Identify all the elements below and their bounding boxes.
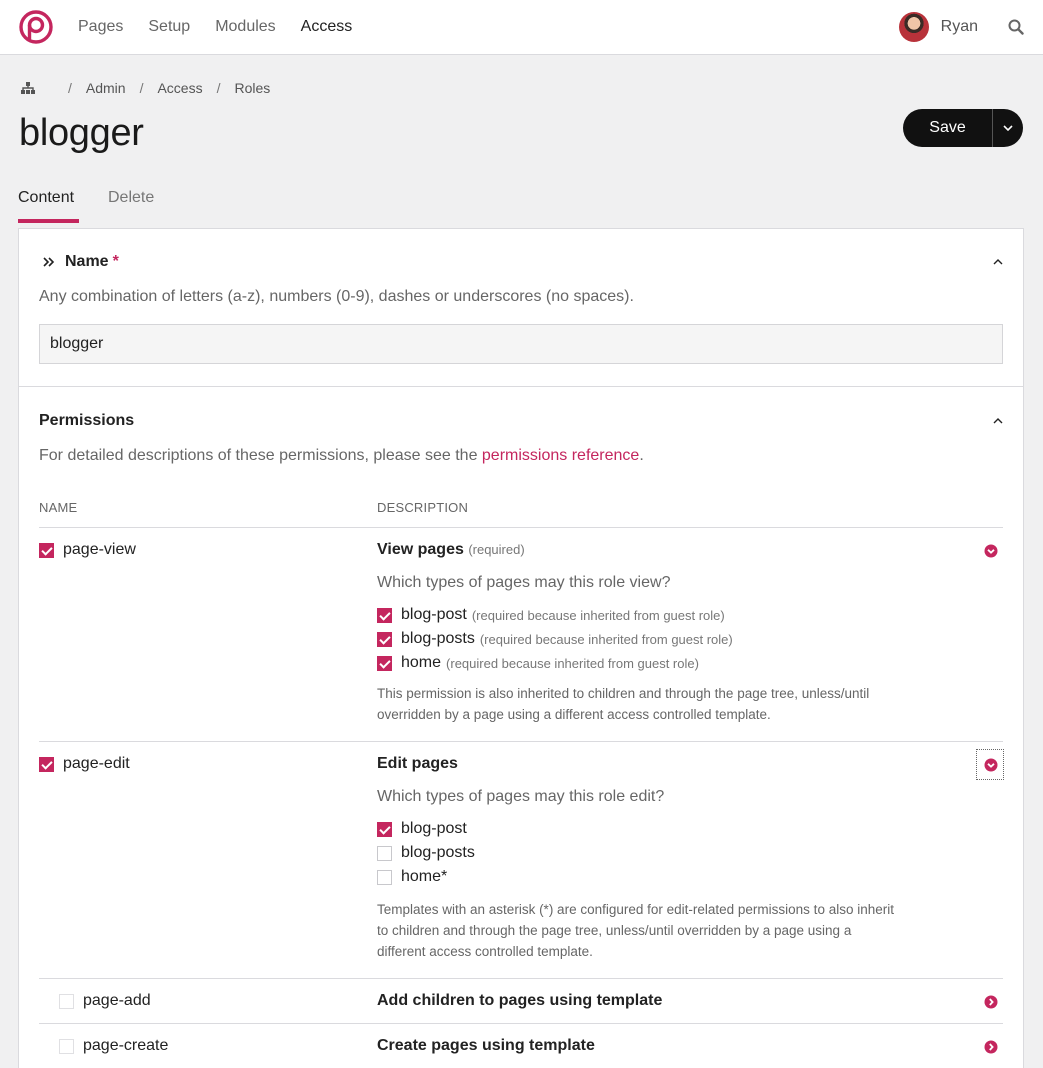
tabs xyxy=(18,189,183,223)
permissions-description-suffix: . xyxy=(639,447,644,464)
avatar[interactable] xyxy=(899,12,929,42)
template-note: (required because inherited from guest role) xyxy=(446,655,699,671)
user-name[interactable]: Ryan xyxy=(940,18,978,35)
divider xyxy=(39,978,1003,979)
save-button-group xyxy=(903,109,1023,147)
expand-chevron-down-circle-icon[interactable] xyxy=(984,544,998,558)
template-option[interactable] xyxy=(377,868,447,886)
template-note: (required because inherited from guest role) xyxy=(471,607,725,623)
required-marker: * xyxy=(112,253,119,270)
save-button[interactable]: Save xyxy=(903,109,992,147)
note-line: This permission is also inherited to children and through the page tree, unless/until xyxy=(377,686,870,701)
nav-setup[interactable]: Setup xyxy=(148,18,191,35)
template-name: blog-posts xyxy=(401,844,475,861)
name-section xyxy=(19,229,1023,387)
content-panel xyxy=(18,228,1024,1068)
permission-name: page-edit xyxy=(63,755,130,772)
collapse-permissions-chevron-up-icon[interactable] xyxy=(993,418,1003,424)
breadcrumb-separator: / xyxy=(216,80,221,96)
permission-note xyxy=(377,683,967,725)
nav-pages[interactable]: Pages xyxy=(78,18,124,35)
template-option[interactable] xyxy=(377,654,699,672)
processwire-logo[interactable] xyxy=(19,10,53,44)
permission-row-page-edit[interactable] xyxy=(39,755,130,773)
template-option[interactable] xyxy=(377,820,467,838)
breadcrumb-access[interactable]: Access xyxy=(157,80,203,96)
breadcrumb-roles[interactable]: Roles xyxy=(234,80,271,96)
permissions-reference-link[interactable]: permissions reference xyxy=(481,447,640,464)
permission-name: page-view xyxy=(63,541,136,558)
page-title: blogger xyxy=(19,112,144,154)
permission-question: Which types of pages may this role view? xyxy=(377,574,671,591)
permission-title: Edit pages xyxy=(377,755,458,772)
nav-modules[interactable]: Modules xyxy=(215,18,276,35)
template-name: blog-posts xyxy=(401,630,475,647)
column-header-description[interactable]: DESCRIPTION xyxy=(377,500,469,515)
page-create-checkbox[interactable] xyxy=(59,1039,74,1054)
top-bar xyxy=(0,0,1043,55)
template-checkbox[interactable] xyxy=(377,822,392,837)
template-name: blog-post xyxy=(401,820,467,837)
permission-title: Add children to pages using template xyxy=(377,992,663,1009)
expand-chevron-down-circle-icon[interactable] xyxy=(984,758,998,772)
permission-name: page-add xyxy=(83,992,151,1009)
expand-chevron-right-circle-icon[interactable] xyxy=(984,995,998,1009)
permissions-section xyxy=(19,388,1023,1068)
column-header-name[interactable]: NAME xyxy=(39,500,78,515)
name-field-description: Any combination of letters (a-z), numbers (0-9), dashes or underscores (no spaces). xyxy=(39,288,634,305)
permission-question: Which types of pages may this role edit? xyxy=(377,788,665,805)
name-input[interactable] xyxy=(39,324,1003,364)
breadcrumb-separator: / xyxy=(68,80,72,96)
template-option[interactable] xyxy=(377,606,725,624)
permissions-label: Permissions xyxy=(39,412,135,429)
tab-delete[interactable]: Delete xyxy=(108,189,155,206)
note-line: to children and through the page tree, unless/until overridden by a page using a xyxy=(377,923,852,938)
template-checkbox[interactable] xyxy=(377,656,392,671)
template-name: home* xyxy=(401,868,448,885)
nav-access[interactable]: Access xyxy=(300,18,353,35)
note-line: overridden by a page using a different access controlled template. xyxy=(377,707,771,722)
permission-title-text: View pages xyxy=(377,541,464,558)
template-checkbox[interactable] xyxy=(377,846,392,861)
template-checkbox[interactable] xyxy=(377,870,392,885)
divider xyxy=(39,1023,1003,1024)
expand-chevron-right-circle-icon[interactable] xyxy=(984,1040,998,1054)
tab-content[interactable]: Content xyxy=(18,189,79,223)
template-name: home xyxy=(401,654,442,671)
chevron-down-icon xyxy=(1003,125,1013,131)
save-dropdown-button[interactable] xyxy=(992,109,1023,147)
page-add-checkbox[interactable] xyxy=(59,994,74,1009)
user-menu[interactable] xyxy=(899,12,978,42)
template-option[interactable] xyxy=(377,844,475,862)
permission-title xyxy=(377,541,525,559)
permission-note xyxy=(377,899,967,962)
breadcrumb-separator: / xyxy=(139,80,144,96)
divider xyxy=(39,741,1003,742)
sitemap-icon[interactable] xyxy=(20,81,36,95)
permissions-description xyxy=(39,447,644,465)
template-option[interactable] xyxy=(377,630,733,648)
double-chevron-right-icon xyxy=(43,257,55,267)
permissions-description-text: For detailed descriptions of these permissions, please see the xyxy=(39,447,482,464)
breadcrumb-admin[interactable]: Admin xyxy=(85,80,126,96)
breadcrumb xyxy=(20,78,270,98)
page-view-checkbox[interactable] xyxy=(39,543,54,558)
permission-name: page-create xyxy=(83,1037,169,1054)
permission-row-page-view[interactable] xyxy=(39,541,136,559)
permission-title-note: (required) xyxy=(468,542,525,557)
name-field-header[interactable] xyxy=(39,253,119,271)
page-edit-checkbox[interactable] xyxy=(39,757,54,772)
template-name: blog-post xyxy=(401,606,467,623)
template-note: (required because inherited from guest role) xyxy=(479,631,733,647)
permission-row-page-create[interactable] xyxy=(59,1037,168,1055)
name-field-label: Name xyxy=(65,253,109,270)
permission-title: Create pages using template xyxy=(377,1037,595,1054)
note-line: different access controlled template. xyxy=(377,944,593,959)
note-line: Templates with an asterisk (*) are configured for edit-related permissions to also inherit xyxy=(377,902,894,917)
template-checkbox[interactable] xyxy=(377,632,392,647)
collapse-name-chevron-up-icon[interactable] xyxy=(993,259,1003,265)
main-nav xyxy=(78,0,377,54)
search-icon[interactable] xyxy=(1008,19,1024,35)
template-checkbox[interactable] xyxy=(377,608,392,623)
divider xyxy=(39,527,1003,528)
permissions-header[interactable] xyxy=(39,412,134,430)
permission-row-page-add[interactable] xyxy=(59,992,151,1010)
